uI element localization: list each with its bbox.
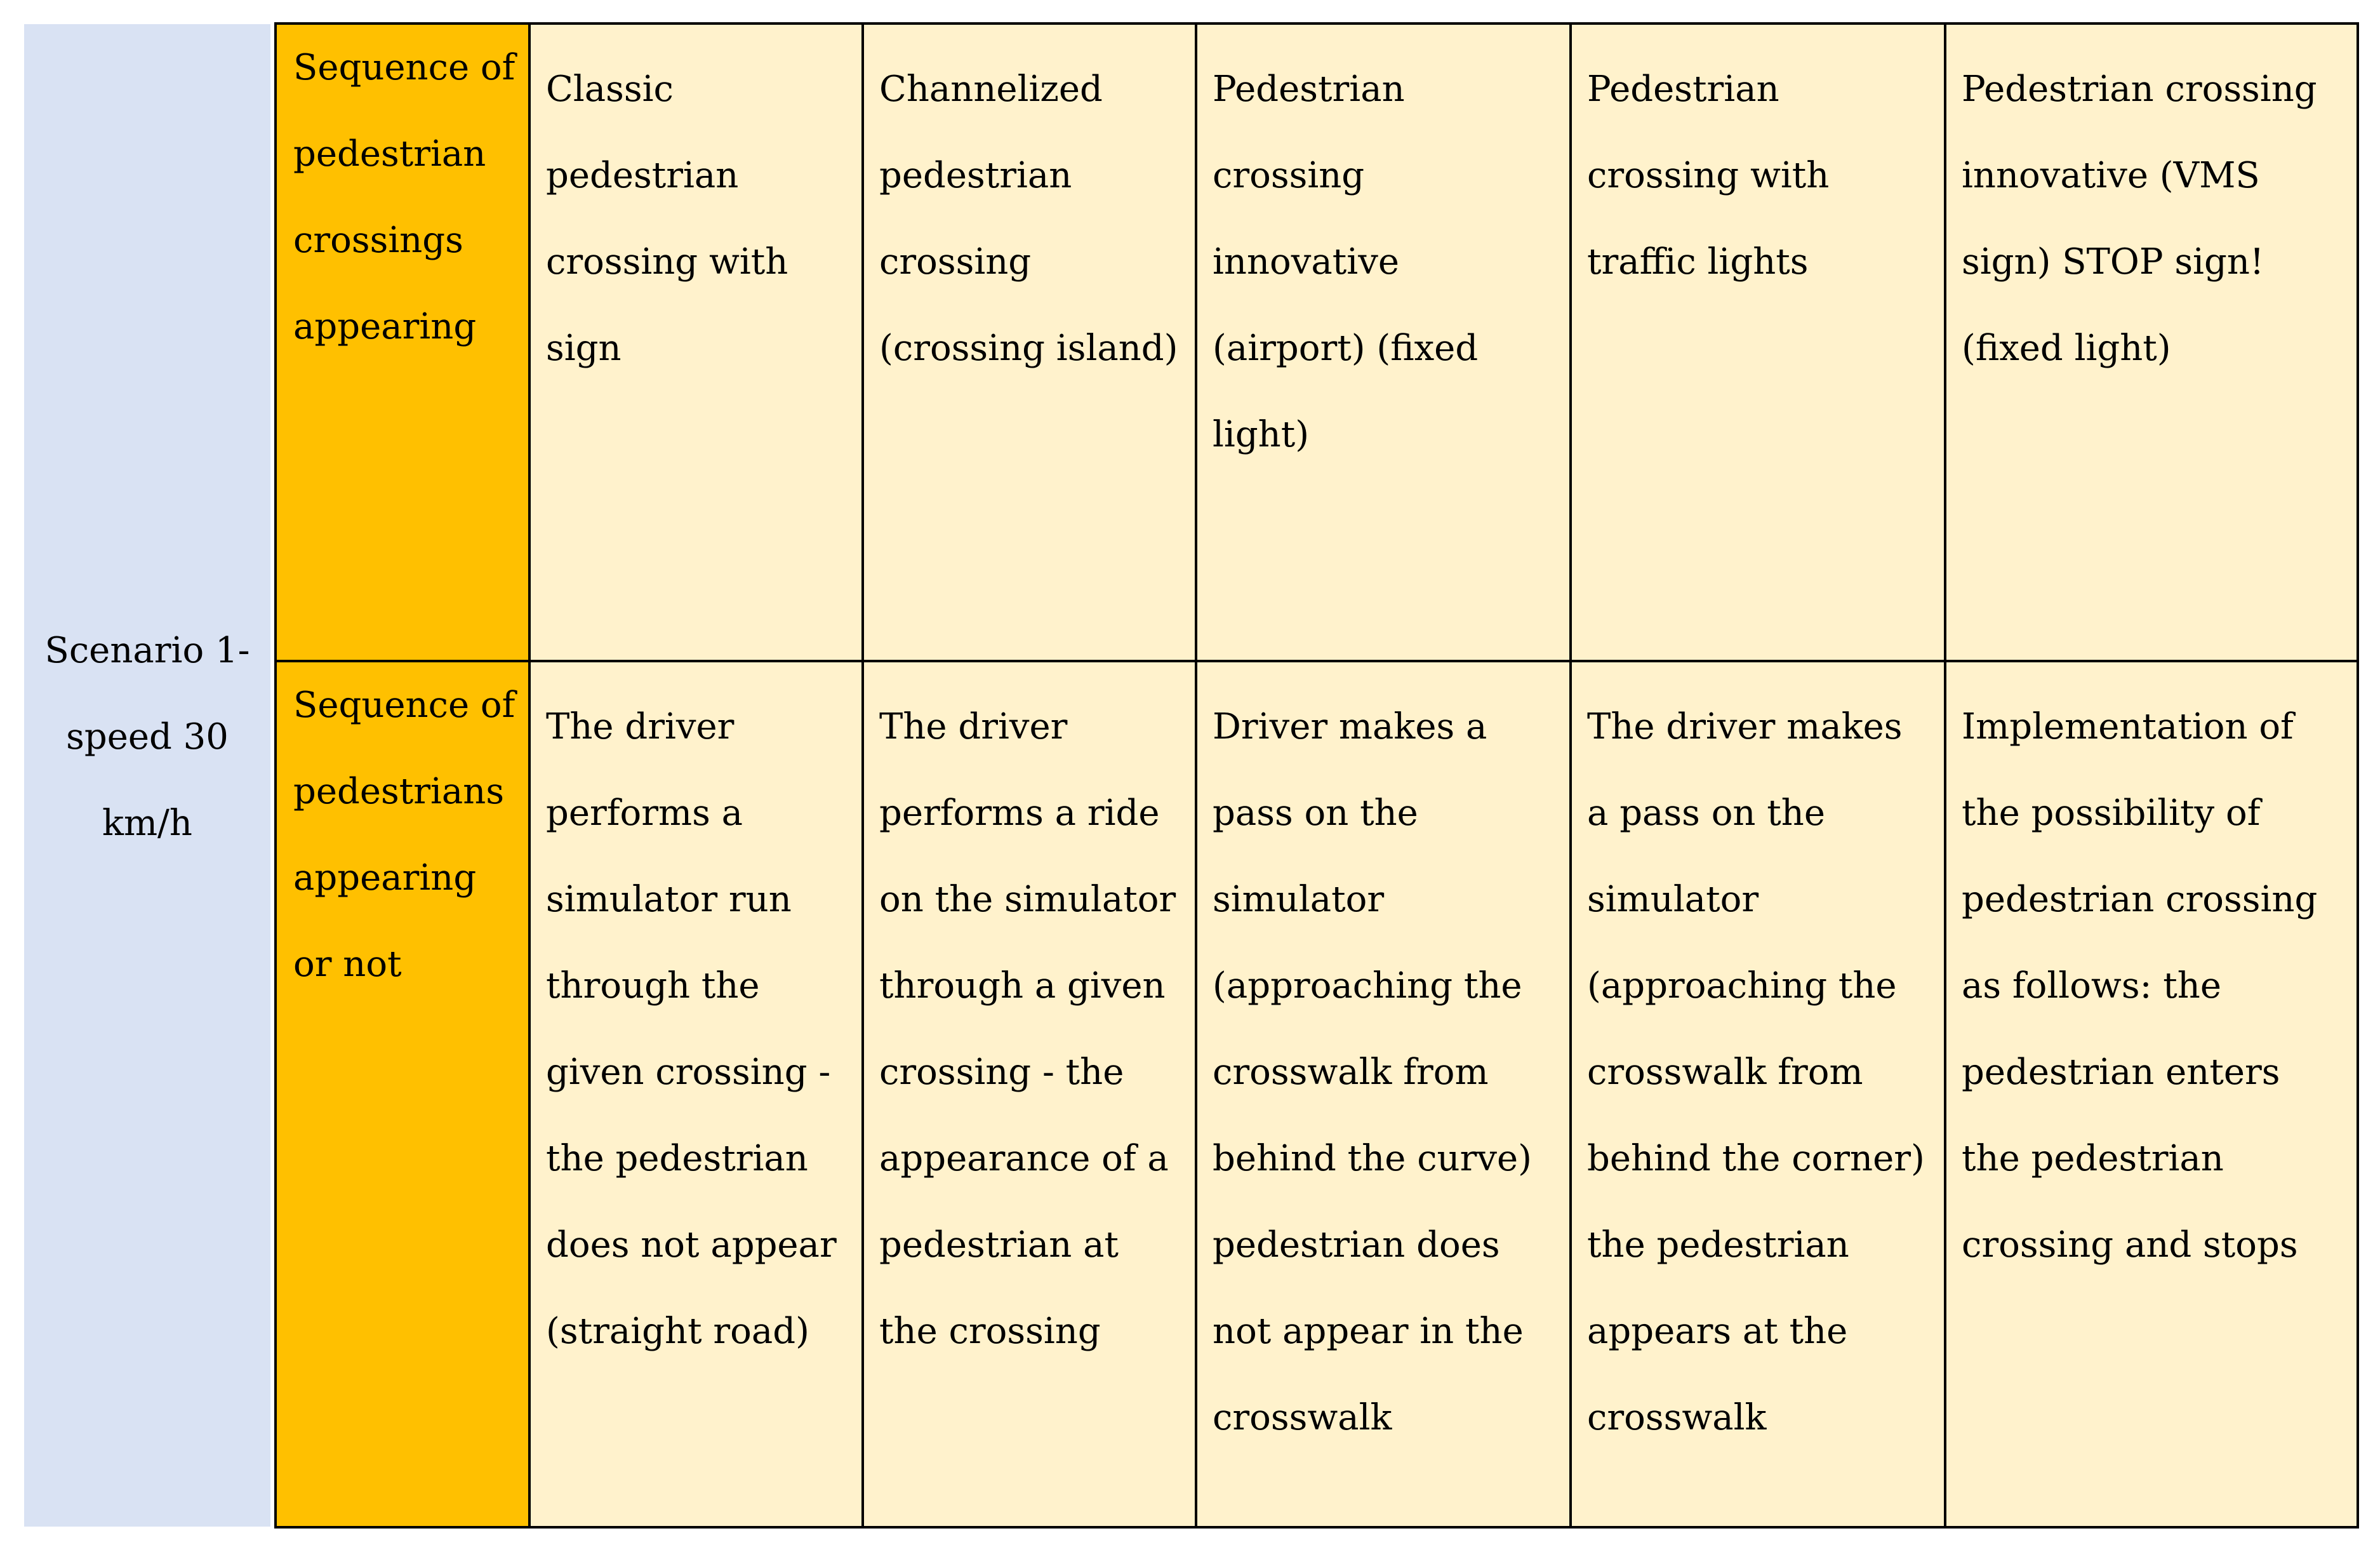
table-cell <box>1945 661 2358 1527</box>
cell-text: Pedestrian crossing innovative (VMS sign) STOP sign! (fixed light) <box>1962 69 2317 369</box>
cell-text: Classic pedestrian crossing with sign <box>546 69 788 369</box>
table-cell <box>529 23 863 661</box>
pedestrian-crossing-table <box>274 22 2359 1529</box>
scenario-label: Scenario 1- speed 30 km/h <box>44 630 250 844</box>
cell-text: The driver performs a ride on the simulator through a given crossing - the appearance of a pedestrian at the crossing <box>879 706 1176 1352</box>
row-header-label: Sequence of pedestrian crossings appearing <box>293 47 515 347</box>
cell-text: The driver performs a simulator run through the given crossing - the pedestrian does not appear (straight road) <box>546 706 837 1352</box>
cell-text: Implementation of the possibility of pedestrian crossing as follows: the pedestrian enters the pedestrian crossing and stops <box>1962 706 2318 1266</box>
table-cell <box>1196 23 1571 661</box>
cell-text: Pedestrian crossing innovative (airport) (fixed light) <box>1213 69 1479 455</box>
table-cell <box>529 661 863 1527</box>
table-row <box>276 23 2358 661</box>
table-cell <box>1571 23 1945 661</box>
row-header-label: Sequence of pedestrians appearing or not <box>293 685 515 985</box>
cell-text: Pedestrian crossing with traffic lights <box>1587 69 1830 283</box>
table-cell <box>1571 661 1945 1527</box>
cell-text: Driver makes a pass on the simulator (approaching the crosswalk from behind the curve) pedestrian does not appear in the crosswalk <box>1213 706 1532 1438</box>
cell-text: The driver makes a pass on the simulator (approaching the crosswalk from behind the corner) the pedestrian appears at the crosswalk <box>1587 706 1925 1438</box>
table-cell <box>863 661 1196 1527</box>
scenario-cell <box>24 24 270 1527</box>
row-header-pedestrians <box>276 661 529 1527</box>
table-row <box>276 661 2358 1527</box>
table-cell <box>1945 23 2358 661</box>
cell-text: Channelized pedestrian crossing (crossing island) <box>879 69 1178 369</box>
row-header-crossings <box>276 23 529 661</box>
table-cell <box>1196 661 1571 1527</box>
table-cell <box>863 23 1196 661</box>
